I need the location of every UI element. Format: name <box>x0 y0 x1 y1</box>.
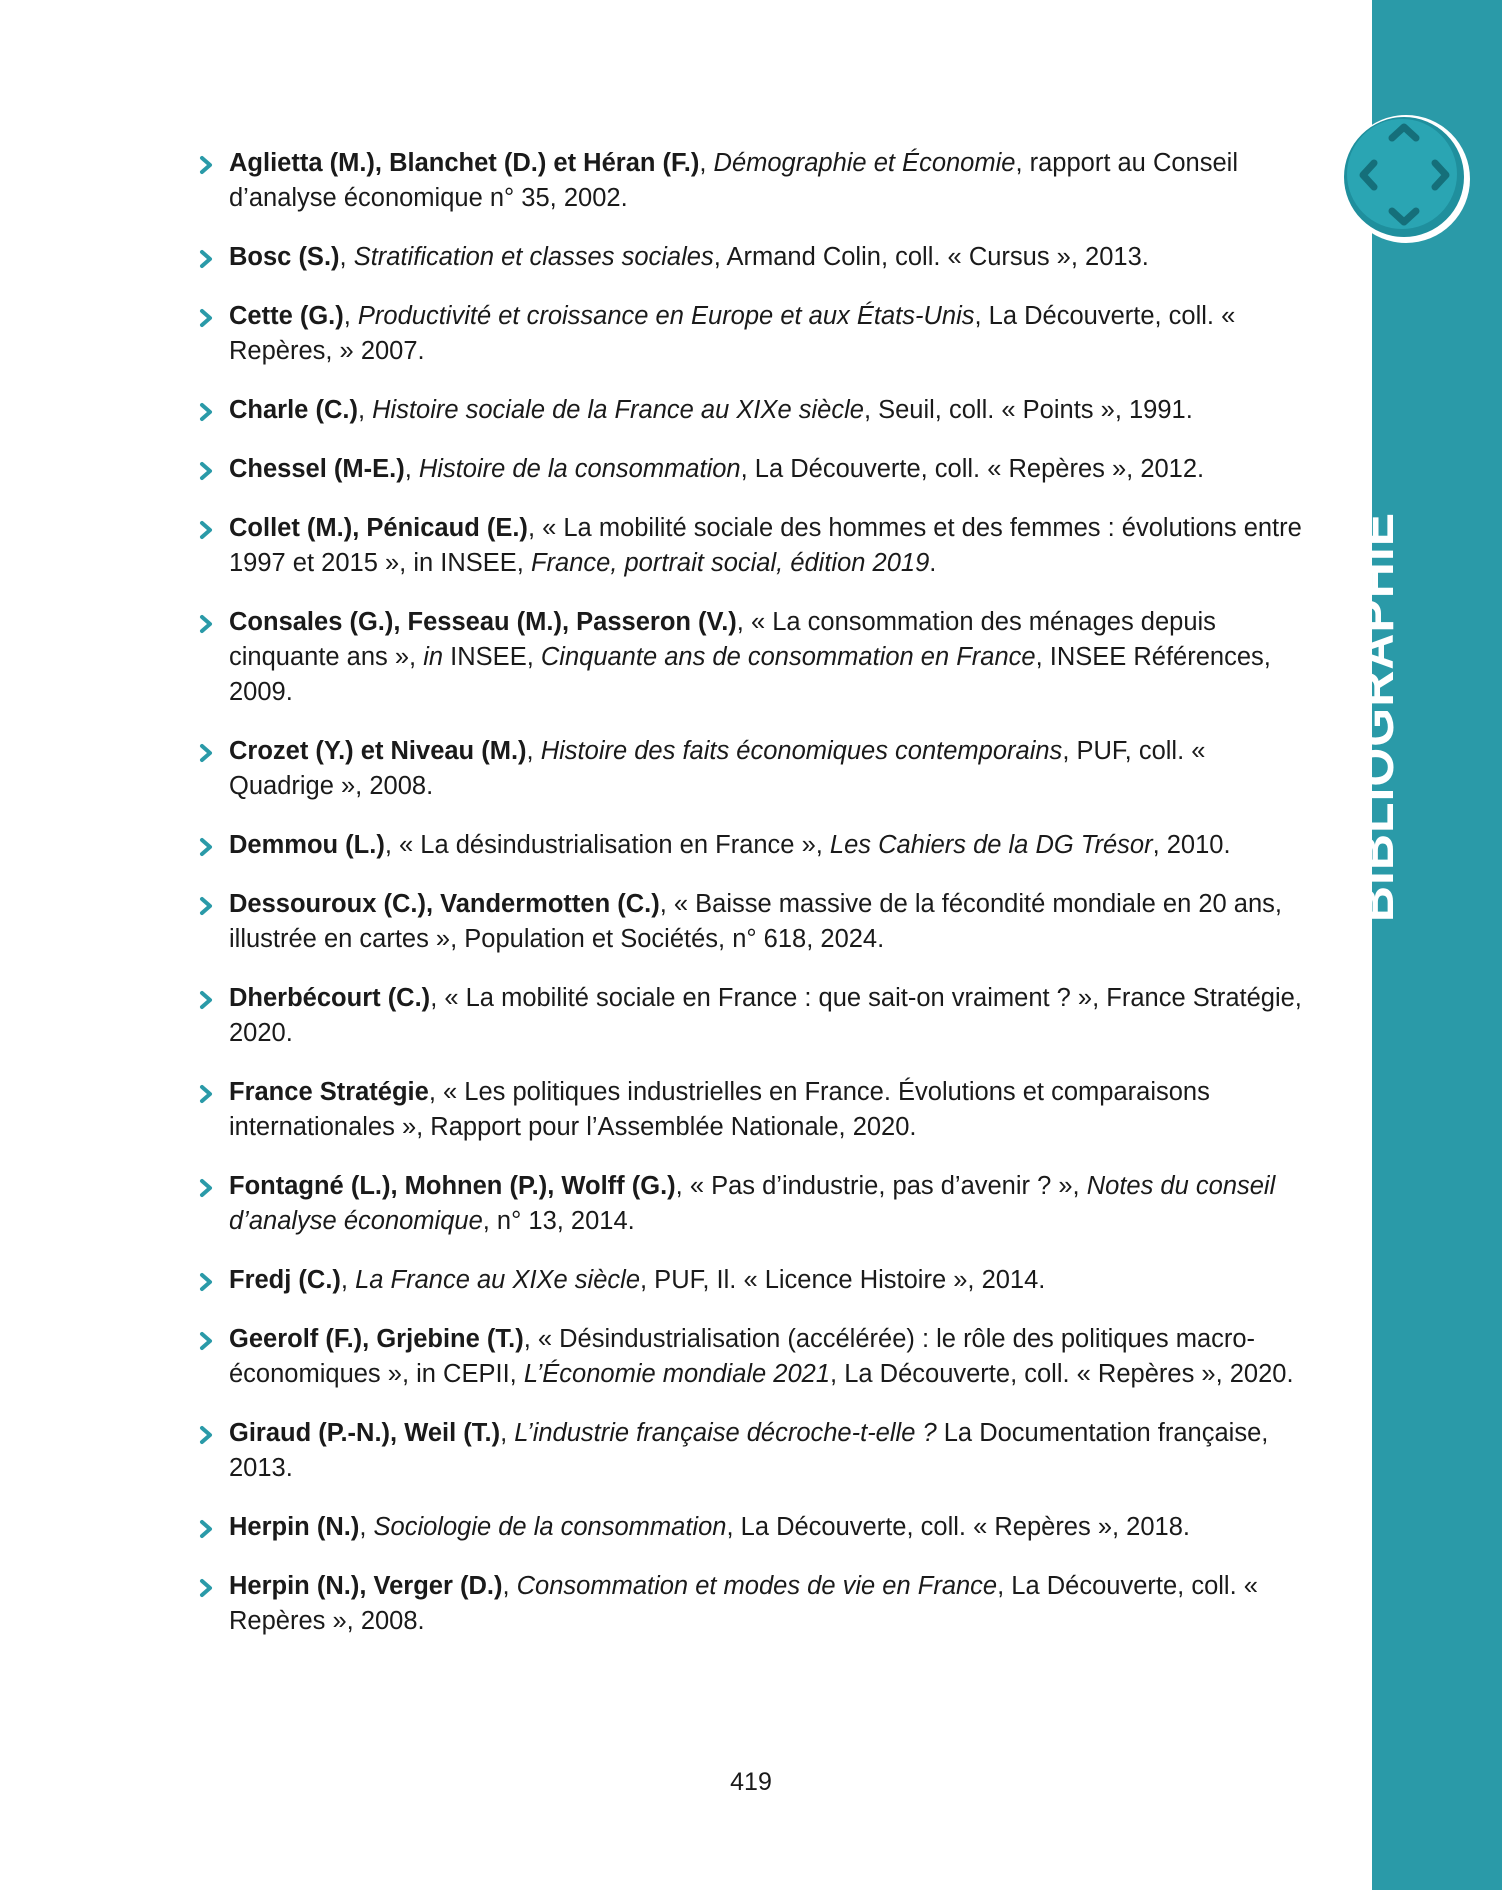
entry-text: , La Découverte, coll. « Repères », 2018. <box>726 1513 1190 1541</box>
entry-title: La France au XIXe siècle <box>355 1266 641 1294</box>
chevron-right-icon <box>196 1331 216 1351</box>
section-title: BIBLIOGRAPHIE <box>1348 511 1404 923</box>
chevron-right-icon <box>196 249 216 269</box>
entry-text: , « Pas d’industrie, pas d’avenir ? », <box>675 1172 1087 1200</box>
entry-text: , <box>699 149 714 177</box>
entry-author: Fredj (C.) <box>229 1266 341 1294</box>
bibliography-entry <box>196 1322 1312 1392</box>
entry-title: Stratification et classes sociales <box>353 243 714 271</box>
entry-text: , n° 13, 2014. <box>482 1207 635 1235</box>
entry-text: , « Les politiques industrielles en France. Évolutions et comparaisons internationales », Rapport pour l’Assemblée Nationale, 2020. <box>229 1078 1210 1141</box>
entry-title: Sociologie de la consommation <box>373 1513 727 1541</box>
bibliography-entry <box>196 1416 1312 1486</box>
four-arrows-navigation-icon <box>1338 111 1474 247</box>
chevron-right-icon <box>196 1272 216 1292</box>
bibliography-entry <box>196 511 1312 581</box>
entry-author: Herpin (N.), Verger (D.) <box>229 1572 503 1600</box>
chevron-right-icon <box>196 1578 216 1598</box>
entry-author: Bosc (S.) <box>229 243 340 271</box>
bibliography-entry <box>196 146 1312 216</box>
entry-author: Dherbécourt (C.) <box>229 984 431 1012</box>
entry-title: Histoire de la consommation <box>418 455 741 483</box>
entry-text: , INSEE Références, 2009. <box>229 643 1271 706</box>
entry-text: , Seuil, coll. « Points », 1991. <box>863 396 1193 424</box>
entry-text: , La Découverte, coll. « Repères », 2012. <box>740 455 1205 483</box>
entry-author: Crozet (Y.) et Niveau (M.) <box>229 737 527 765</box>
entry-text: , <box>340 1266 356 1294</box>
entry-text: , « Baisse massive de la fécondité mondiale en 20 ans, illustrée en cartes », Population et Sociétés, n° 618, 2024. <box>229 890 1283 953</box>
bibliography-entry <box>196 452 1312 487</box>
entry-author: Giraud (P.-N.), Weil (T.) <box>229 1419 501 1447</box>
bibliography-entry <box>196 734 1312 804</box>
entry-text: INSEE, <box>443 643 541 671</box>
entry-title: Cinquante ans de consommation en France <box>540 643 1036 671</box>
chevron-right-icon <box>196 520 216 540</box>
bibliography-entry <box>196 1169 1312 1239</box>
entry-title: L’Économie mondiale 2021 <box>523 1360 831 1388</box>
chevron-right-icon <box>196 1425 216 1445</box>
chevron-right-icon <box>196 896 216 916</box>
entry-author: Fontagné (L.), Mohnen (P.), Wolff (G.) <box>229 1172 676 1200</box>
entry-text: , La Découverte, coll. « Repères », 2008. <box>229 1572 1258 1635</box>
entry-text: , « La consommation des ménages depuis cinquante ans », <box>229 608 1216 671</box>
entry-author: Geerolf (F.), Grjebine (T.) <box>229 1325 524 1353</box>
bibliography-entry <box>196 1569 1312 1639</box>
entry-text: , <box>526 737 541 765</box>
bibliography-entry <box>196 1075 1312 1145</box>
entry-title: Les Cahiers de la DG Trésor <box>829 831 1153 859</box>
bibliography-entry <box>196 299 1312 369</box>
entry-title: L’industrie française décroche-t-elle ? <box>514 1419 937 1447</box>
bibliography-list <box>196 146 1312 1663</box>
entry-title: Notes du conseil d’analyse économique <box>229 1172 1276 1235</box>
entry-author: Charle (C.) <box>229 396 358 424</box>
entry-text: , La Découverte, coll. « Repères, » 2007. <box>229 302 1236 365</box>
entry-text: La Documentation française, 2013. <box>229 1419 1269 1482</box>
entry-author: Cette (G.) <box>229 302 344 330</box>
bibliography-entry <box>196 828 1312 863</box>
chevron-right-icon <box>196 402 216 422</box>
entry-text: , La Découverte, coll. « Repères », 2020. <box>830 1360 1294 1388</box>
bibliography-entry <box>196 393 1312 428</box>
entry-text: , « La désindustrialisation en France », <box>384 831 830 859</box>
chevron-right-icon <box>196 990 216 1010</box>
entry-text: , <box>500 1419 515 1447</box>
entry-text: , Armand Colin, coll. « Cursus », 2013. <box>713 243 1149 271</box>
entry-author: Demmou (L.) <box>229 831 385 859</box>
entry-title: Histoire des faits économiques contemporains <box>540 737 1063 765</box>
bibliography-entry <box>196 887 1312 957</box>
entry-author: Dessouroux (C.), Vandermotten (C.) <box>229 890 660 918</box>
bibliography-entry <box>196 240 1312 275</box>
chevron-right-icon <box>196 155 216 175</box>
chevron-right-icon <box>196 614 216 634</box>
entry-text: , <box>339 243 354 271</box>
entry-author: Chessel (M-E.) <box>229 455 405 483</box>
entry-text: , <box>502 1572 517 1600</box>
sidebar-band <box>1372 0 1502 1890</box>
entry-text: , « La mobilité sociale en France : que sait-on vraiment ? », France Stratégie, 2020. <box>229 984 1302 1047</box>
entry-text: , PUF, Il. « Licence Histoire », 2014. <box>640 1266 1046 1294</box>
chevron-right-icon <box>196 1178 216 1198</box>
entry-author: Collet (M.), Pénicaud (E.) <box>229 514 528 542</box>
bibliography-entry <box>196 1510 1312 1545</box>
entry-author: Consales (G.), Fesseau (M.), Passeron (V.) <box>229 608 737 636</box>
entry-text: , « La mobilité sociale des hommes et des femmes : évolutions entre 1997 et 2015 », in INSEE, <box>229 514 1302 577</box>
bibliography-entry <box>196 1263 1312 1298</box>
entry-author: France Stratégie <box>229 1078 429 1106</box>
entry-author: Aglietta (M.), Blanchet (D.) et Héran (F.) <box>229 149 700 177</box>
entry-text: , « Désindustrialisation (accélérée) : le rôle des politiques macro-économiques », in CEPII, <box>229 1325 1256 1388</box>
entry-author: Herpin (N.) <box>229 1513 360 1541</box>
chevron-right-icon <box>196 461 216 481</box>
entry-text: , 2010. <box>1152 831 1231 859</box>
bibliography-entry <box>196 605 1312 710</box>
chevron-right-icon <box>196 837 216 857</box>
entry-text: , <box>359 1513 374 1541</box>
bibliography-entry <box>196 981 1312 1051</box>
chevron-right-icon <box>196 1519 216 1539</box>
entry-title: Histoire sociale de la France au XIXe siècle <box>372 396 864 424</box>
chevron-right-icon <box>196 308 216 328</box>
entry-text: , <box>404 455 419 483</box>
chevron-right-icon <box>196 1084 216 1104</box>
chevron-right-icon <box>196 743 216 763</box>
entry-text: , <box>357 396 373 424</box>
page-number: 419 <box>730 1768 772 1796</box>
entry-text: , rapport au Conseil d’analyse économique n° 35, 2002. <box>229 149 1238 212</box>
entry-text: . <box>929 549 937 577</box>
entry-title: Consommation et modes de vie en France <box>516 1572 998 1600</box>
entry-title: France, portrait social, édition 2019 <box>530 549 930 577</box>
entry-text: , <box>343 302 358 330</box>
entry-title: Productivité et croissance en Europe et aux États-Unis <box>357 302 975 330</box>
entry-text: , PUF, coll. « Quadrige », 2008. <box>229 737 1206 800</box>
entry-text-italic: in <box>423 643 444 671</box>
entry-title: Démographie et Économie <box>713 149 1016 177</box>
